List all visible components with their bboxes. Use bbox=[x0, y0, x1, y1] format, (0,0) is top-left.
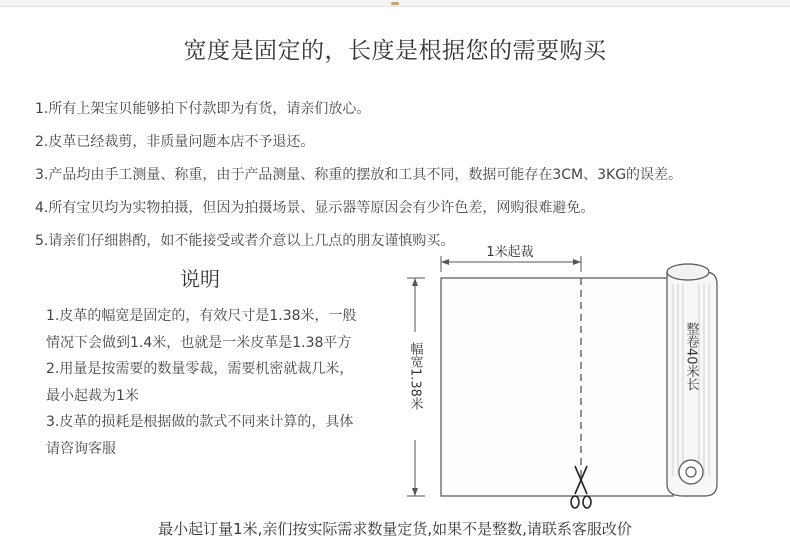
explain-line: 请咨询客服 bbox=[46, 440, 116, 457]
headline: 宽度是固定的，长度是根据您的需要购买 bbox=[183, 38, 607, 64]
notice-item: 3.产品均由手工测量、称重，由于产品测量、称重的摆放和工具不同，数据可能存在3CM、3KG的误差。 bbox=[35, 167, 683, 183]
top-divider bbox=[0, 0, 790, 7]
explain-title: 说明 bbox=[180, 267, 220, 291]
notice-item: 5.请亲们仔细斟酌，如不能接受或者介意以上几点的朋友谨慎购买。 bbox=[35, 233, 455, 249]
explain-line: 最小起裁为1米 bbox=[46, 387, 139, 404]
notice-item: 1.所有上架宝贝能够拍下付款即为有货，请亲们放心。 bbox=[35, 101, 371, 117]
footer-note: 最小起订量1米,亲们按实际需求数量定货,如果不是整数,请联系客服改价 bbox=[158, 520, 632, 538]
notice-item: 4.所有宝贝均为实物拍摄，但因为拍摄场景、显示器等原因会有少许色差，网购很难避免。 bbox=[35, 200, 595, 216]
explain-list bbox=[46, 303, 396, 462]
roll-label: 整卷40米长 bbox=[683, 322, 699, 391]
explain-line: 情况下会做到1.4米，也就是一米皮革是1.38平方 bbox=[46, 334, 352, 351]
width-label: 幅宽1.38米 bbox=[407, 342, 423, 410]
explain-line: 2.用量是按需要的数量零裁，需要机密就裁几米， bbox=[46, 361, 354, 377]
divider-accent bbox=[391, 2, 399, 5]
explain-line: 1.皮革的幅宽是固定的，有效尺寸是1.38米，一般 bbox=[46, 308, 357, 324]
min-cut-label: 1米起裁 bbox=[486, 245, 534, 260]
explain-line: 3.皮革的损耗是根据做的款式不同来计算的，具体 bbox=[46, 414, 354, 430]
leather-sheet bbox=[441, 278, 673, 496]
notice-item: 2.皮革已经裁剪，非质量问题本店不予退还。 bbox=[35, 134, 315, 150]
leather-roll-diagram bbox=[405, 240, 785, 510]
notice-list bbox=[35, 93, 775, 258]
